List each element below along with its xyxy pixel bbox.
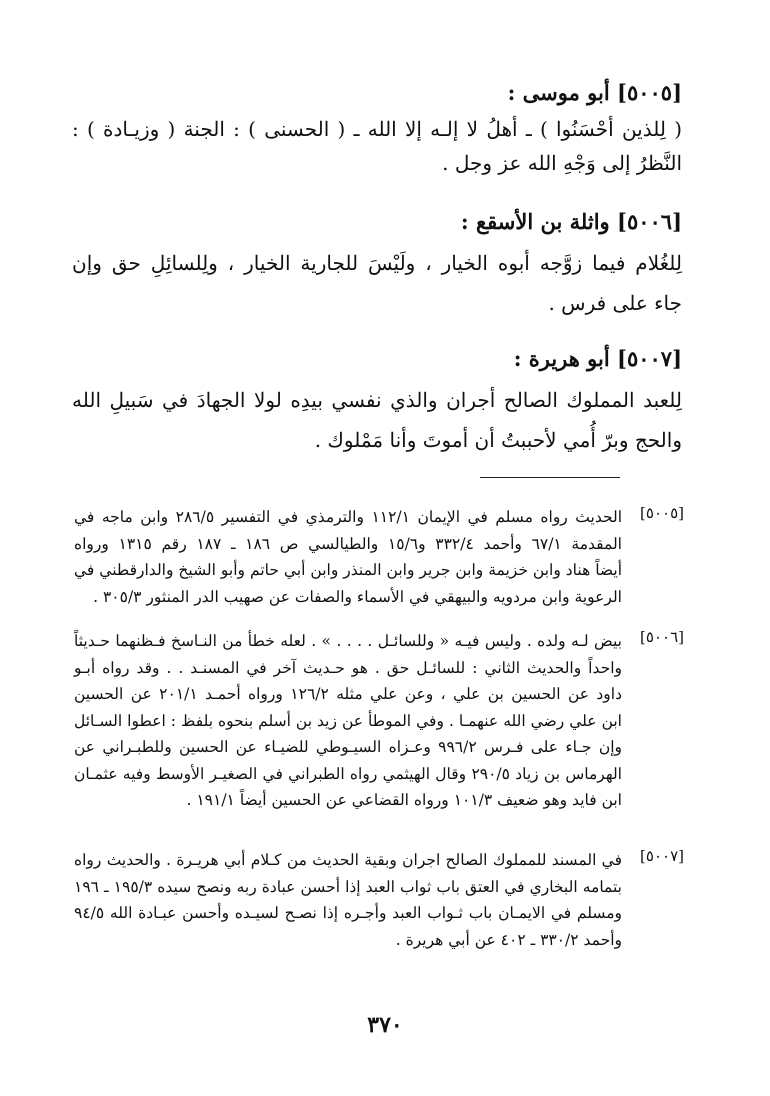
footnote-line: في المسند للمملوك الصالح اجران وبقية الحديث من كـلام أبي هريـرة . والحديث رواه [74, 851, 622, 869]
footnote-line: واحداً والحديث الثاني : للسائـل حق . هو حـديث آخر في المسنـد . . وقد رواه أبـو [74, 658, 622, 677]
page-number: ٣٧٠ [367, 1012, 403, 1038]
footnote-line: ابن فايد وهو ضعيف ١٠١/٣ ورواه القضاعي عن الحسين أيضاً ١٩١/١ . [186, 791, 622, 809]
footnote-line: ومسلم في الايمـان باب ثـواب العبد وأجـره إذا نصـح لسيـده وأحسن عبـادة الله ٩٤/٥ [74, 904, 622, 922]
footnote-line: وأحمد ٣٣٠/٢ ـ ٤٠٢ عن أبي هريرة . [395, 930, 622, 949]
footnote-line: الرعوية وابن مردويه والبيهقي في الأسماء والصفات عن صهيب الدر المنثور ٣٠٥/٣ . [93, 587, 622, 606]
footnote-body [74, 628, 622, 814]
footnote-divider [480, 477, 620, 478]
footnote-line: الهرماس بن زياد ٢٩٠/٥ وقال الهيثمي رواه الطبراني في الصغيـر الأوسط وفيه عثمـان [74, 764, 622, 783]
hadith-entry-5007 [72, 344, 682, 460]
footnote-5007 [74, 847, 682, 953]
entry-header: [٥٠٠٦] واثلة بن الأسقع : [460, 209, 682, 234]
footnote-body [74, 847, 622, 953]
footnote-line: بتمامه البخاري في العتق باب ثواب العبد إذا أحسن عبادة ربه ونصح سيده ١٩٥/٣ ـ ١٩٦ [74, 877, 622, 896]
entry-text-line: لِلغُلام فيما زوَّجه أبوه الخيار ، ولَيْسَ للجارية الخيار ، ولِلسائِلِ حق وإن [72, 251, 682, 275]
footnote-line: المقدمة ٦٧/١ وأحمد ٣٣٢/٤ و١٥/٦ والطيالسي ص ١٨٦ ـ ١٨٧ رقم ١٣١٥ ورواه [74, 534, 622, 553]
footnote-line: بيض لـه ولده . وليس فيـه « وللسائـل . . . . » . لعله خطأ من النـاسخ فـظنهما حـديثاً [74, 632, 622, 650]
hadith-entry-5005 [72, 78, 682, 180]
footnote-number: [٥٠٠٦] [640, 628, 684, 646]
entry-text-line: جاء على فرس . [548, 291, 682, 315]
footnote-line: ابن علي رضي الله عنهمـا . وفي الموطأ عن زيد بن أسلم بنحوه بلفظ : اعطوا السـائل [74, 711, 622, 730]
entry-text-line: والحج وبرّ أُمي لأحببتُ أن أموتَ وأنا مَمْلوك . [314, 428, 682, 452]
footnote-line: أيضاً هناد وابن خزيمة وابن جرير وابن المنذر وابن أبي حاتم وأبو الشيخ والدارقطني في [74, 561, 622, 579]
entry-text-line: لِلعبد المملوك الصالح أجران والذي نفسي بيدِه لولا الجهادَ في سَبيلِ الله [72, 388, 682, 412]
entry-header: [٥٠٠٧] أبو هريرة : [513, 346, 682, 371]
footnote-5006 [74, 628, 682, 814]
footnote-line: وإن جـاء على فـرس ٩٩٦/٢ وعـزاه السيـوطي للضيـاء عن الحسين وللطبـراني عن [74, 738, 622, 756]
footnote-number: [٥٠٠٧] [640, 847, 684, 865]
footnote-line: داود عن الحسين بن علي ، وعن علي مثله ١٢٦/٢ ورواه أحمـد ٢٠١/١ عن الحسين [74, 685, 622, 703]
entry-text-line: ( لِلذين أحْسَنُوا ) ـ أهلُ لا إلـه إلا الله ـ ( الحسنى ) : الجنة ( وزيـادة ) : [72, 117, 683, 141]
entry-header: [٥٠٠٥] أبو موسى : [507, 80, 682, 105]
footnote-body [74, 504, 622, 610]
footnote-number: [٥٠٠٥] [640, 504, 684, 522]
entry-text-line: النَّظرُ إلى وَجْهِ الله عز وجل . [442, 151, 682, 175]
footnote-line: الحديث رواه مسلم في الإيمان ١١٢/١ والترمذي في التفسير ٢٨٦/٥ وابن ماجه في [74, 508, 622, 526]
footnote-5005 [74, 504, 682, 610]
hadith-entry-5006 [72, 207, 682, 323]
